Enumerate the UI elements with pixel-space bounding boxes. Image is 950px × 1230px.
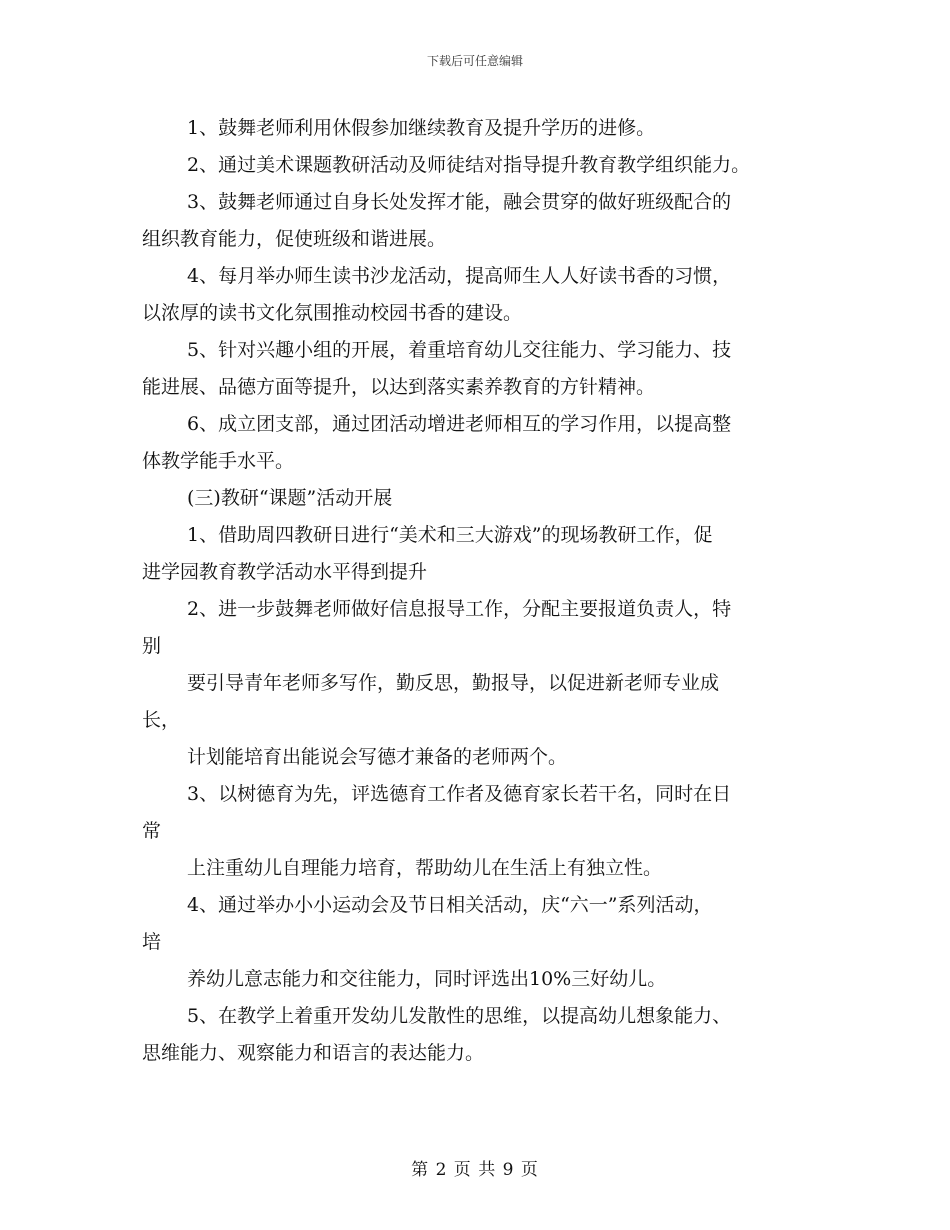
paragraph-line: 进学园教育教学活动水平得到提升 bbox=[142, 561, 428, 583]
paragraph-line: 能进展、品德方面等提升，以达到落实素养教育的方针精神。 bbox=[142, 376, 656, 398]
paragraph-line: 养幼儿意志能力和交往能力，同时评选出10%三好幼儿。 bbox=[187, 968, 667, 990]
document-body bbox=[142, 110, 812, 1072]
paragraph-line: 1、借助周四教研日进行“美术和三大游戏”的现场教研工作，促 bbox=[187, 524, 713, 546]
paragraph-line: 体教学能手水平。 bbox=[142, 450, 295, 472]
paragraph-line: (三)教研“课题”活动开展 bbox=[187, 487, 393, 509]
paragraph-line: 2、通过美术课题教研活动及师徒结对指导提升教育教学组织能力。 bbox=[187, 154, 751, 176]
page-header: 下载后可任意编辑 bbox=[426, 54, 523, 68]
paragraph-line: 4、每月举办师生读书沙龙活动，提高师生人人好读书香的习惯， bbox=[187, 265, 732, 287]
paragraph-line: 组织教育能力，促使班级和谐进展。 bbox=[142, 228, 447, 250]
paragraph-line: 思维能力、观察能力和语言的表达能力。 bbox=[142, 1042, 485, 1064]
paragraph-line: 计划能培育出能说会写德才兼备的老师两个。 bbox=[187, 746, 568, 768]
paragraph-line: 长， bbox=[142, 709, 181, 731]
paragraph-line: 4、通过举办小小运动会及节日相关活动，庆“六一”系列活动， bbox=[187, 894, 713, 916]
paragraph-line: 3、以树德育为先，评选德育工作者及德育家长若干名，同时在日 bbox=[187, 783, 732, 805]
paragraph-line: 3、鼓舞老师通过自身长处发挥才能，融会贯穿的做好班级配合的 bbox=[187, 191, 732, 213]
paragraph-line: 常 bbox=[142, 820, 162, 842]
paragraph-line: 5、针对兴趣小组的开展，着重培育幼儿交往能力、学习能力、技 bbox=[187, 339, 732, 361]
paragraph-line: 别 bbox=[142, 635, 162, 657]
paragraph-line: 1、鼓舞老师利用休假参加继续教育及提升学历的进修。 bbox=[187, 117, 656, 139]
paragraph-line: 2、进一步鼓舞老师做好信息报导工作，分配主要报道负责人，特 bbox=[187, 598, 732, 620]
paragraph-line: 以浓厚的读书文化氛围推动校园书香的建设。 bbox=[142, 302, 523, 324]
paragraph-line: 培 bbox=[142, 931, 162, 953]
paragraph-line: 6、成立团支部，通过团活动增进老师相互的学习作用，以提高整 bbox=[187, 413, 732, 435]
paragraph-line: 要引导青年老师多写作，勤反思，勤报导，以促进新老师专业成 bbox=[187, 672, 720, 694]
page-number: 第 2 页 共 9 页 bbox=[411, 1160, 539, 1180]
paragraph-line: 上注重幼儿自理能力培育，帮助幼儿在生活上有独立性。 bbox=[187, 857, 663, 879]
paragraph-line: 5、在教学上着重开发幼儿发散性的思维，以提高幼儿想象能力、 bbox=[187, 1005, 732, 1027]
